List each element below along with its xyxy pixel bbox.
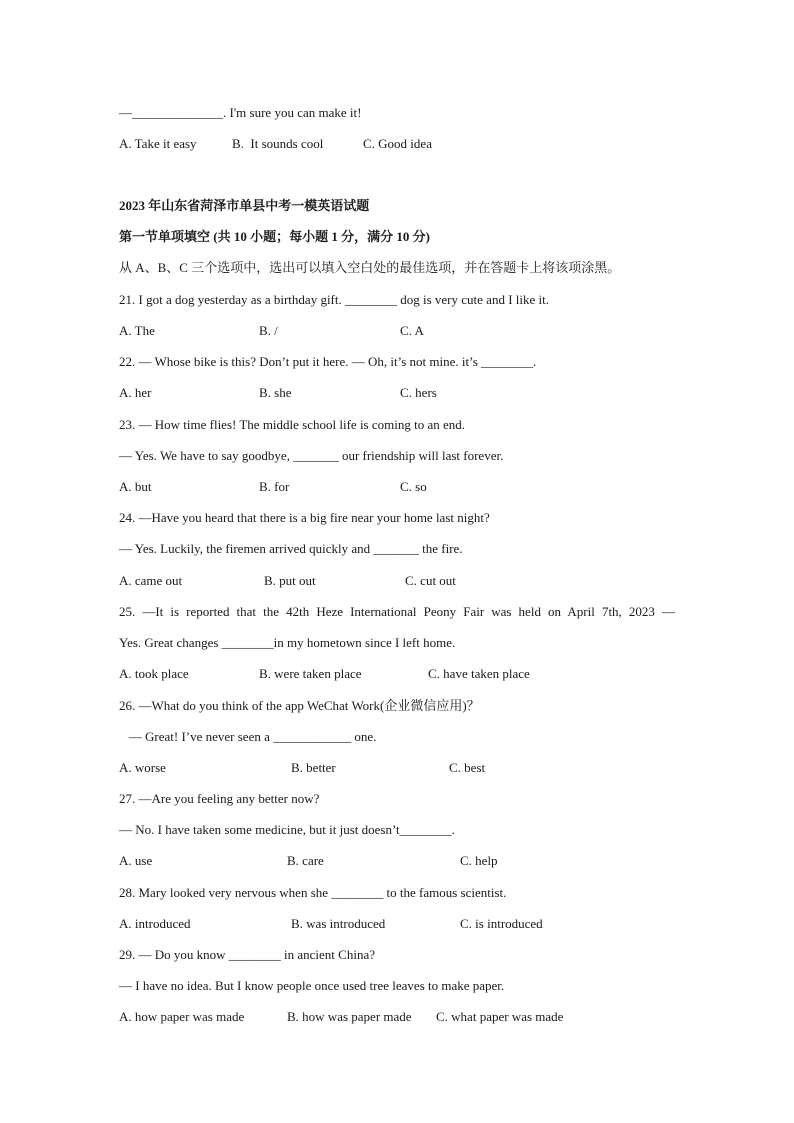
question-22-option-c: C. hers — [400, 385, 437, 400]
question-27-stem: 27. —Are you feeling any better now? — [119, 791, 320, 806]
question-26-option-c: C. best — [449, 760, 486, 775]
question-29-option-a: A. how paper was made — [119, 1009, 245, 1024]
question-26-option-b: B. better — [291, 760, 336, 775]
question-25-stem: 25. —It is reported that the 42th Heze International Peony Fair was held on April 7th, 2023 — — [119, 604, 675, 619]
question-24-stem: 24. —Have you heard that there is a big fire near your home last night? — [119, 510, 490, 525]
section-subtitle: 第一节单项填空 (共 10 小题；每小题 1 分，满分 10 分) — [119, 229, 430, 244]
question-27-reply: — No. I have taken some medicine, but it just doesn’t________. — [119, 822, 455, 837]
question-22-option-a: A. her — [119, 385, 152, 400]
question-26-reply: — Great! I’ve never seen a ____________ one. — [119, 729, 377, 744]
question-21-stem: 21. I got a dog yesterday as a birthday gift. ________ dog is very cute and I like it. — [119, 292, 549, 307]
intro-option-a: A. Take it easy — [119, 136, 197, 151]
question-21-option-b: B. / — [259, 323, 278, 338]
instructions: 从 A、B、C 三个选项中，选出可以填入空白处的最佳选项，并在答题卡上将该项涂黑。 — [119, 260, 621, 275]
question-27-option-a: A. use — [119, 853, 153, 868]
intro-option-c: C. Good idea — [363, 136, 432, 151]
question-29-stem: 29. — Do you know ________ in ancient China? — [119, 947, 375, 962]
question-23-stem: 23. — How time flies! The middle school life is coming to an end. — [119, 417, 466, 432]
question-21-option-c: C. A — [400, 323, 424, 338]
question-28-stem: 28. Mary looked very nervous when she ________ to the famous scientist. — [119, 885, 507, 900]
question-27-option-c: C. help — [460, 853, 498, 868]
question-22-option-b: B. she — [259, 385, 292, 400]
question-24-reply: — Yes. Luckily, the firemen arrived quickly and _______ the fire. — [119, 541, 463, 556]
section-title: 2023 年山东省菏泽市单县中考一模英语试题 — [119, 198, 370, 213]
question-24-option-b: B. put out — [264, 573, 316, 588]
question-21-option-a: A. The — [119, 323, 155, 338]
question-24-option-c: C. cut out — [405, 573, 456, 588]
question-23-option-b: B. for — [259, 479, 290, 494]
question-27-option-b: B. care — [287, 853, 324, 868]
question-28-option-c: C. is introduced — [460, 916, 543, 931]
question-25-option-a: A. took place — [119, 666, 189, 681]
question-26-option-a: A. worse — [119, 760, 166, 775]
question-29-reply: — I have no idea. But I know people once used tree leaves to make paper. — [119, 978, 505, 993]
question-25-reply: Yes. Great changes ________in my hometown since I left home. — [119, 635, 456, 650]
question-23-option-a: A. but — [119, 479, 152, 494]
question-28-option-a: A. introduced — [119, 916, 191, 931]
question-29-option-c: C. what paper was made — [436, 1009, 564, 1024]
question-29-option-b: B. how was paper made — [287, 1009, 412, 1024]
intro-question-line: —______________. I'm sure you can make it! — [119, 105, 362, 120]
intro-option-b: B. It sounds cool — [232, 136, 324, 151]
question-25-option-c: C. have taken place — [428, 666, 530, 681]
question-28-option-b: B. was introduced — [291, 916, 386, 931]
question-25-option-b: B. were taken place — [259, 666, 362, 681]
question-24-option-a: A. came out — [119, 573, 183, 588]
question-22-stem: 22. — Whose bike is this? Don’t put it here. — Oh, it’s not mine. it’s ________. — [119, 354, 537, 369]
question-23-reply: — Yes. We have to say goodbye, _______ our friendship will last forever. — [119, 448, 504, 463]
question-26-stem: 26. —What do you think of the app WeChat Work(企业微信应用)？ — [119, 698, 480, 713]
question-23-option-c: C. so — [400, 479, 427, 494]
